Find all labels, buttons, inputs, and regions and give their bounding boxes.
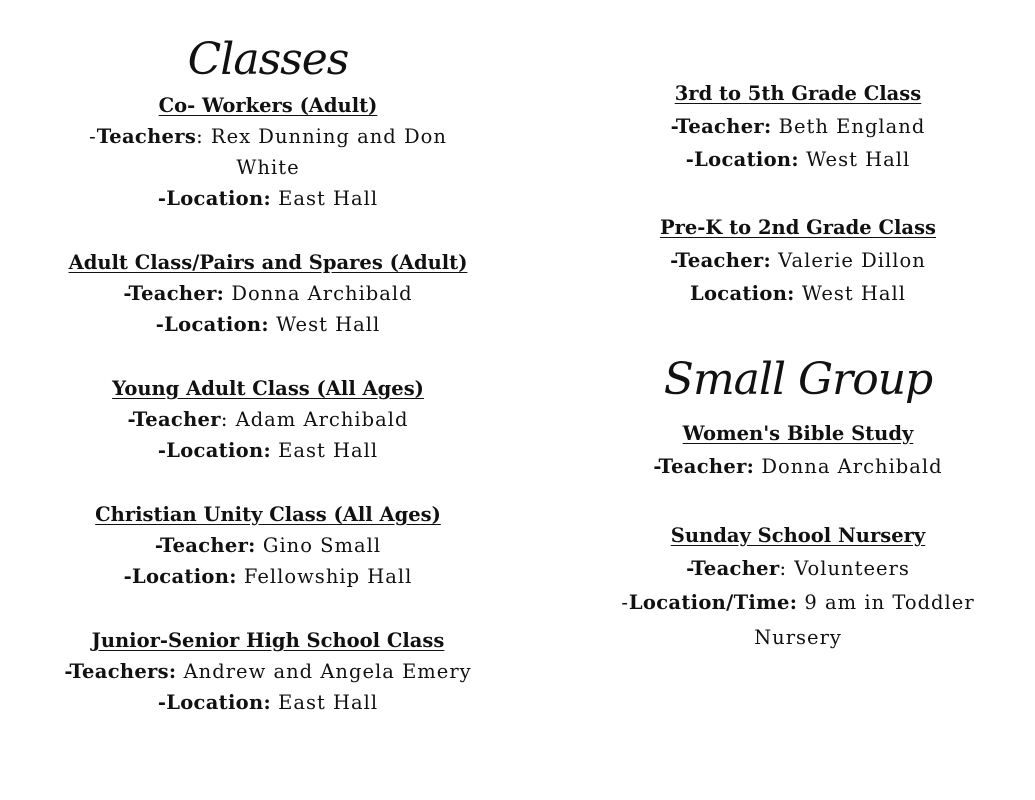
location-line (598, 277, 998, 310)
teacher-value: Donna Archibald (754, 455, 943, 478)
location-line (38, 183, 498, 214)
class-entry-adult-pairs-spares (38, 247, 498, 340)
location-value: West Hall (268, 313, 381, 336)
location-label: -Location: (157, 187, 271, 210)
location-label: Location: (689, 282, 795, 305)
location-label: -Location: (157, 439, 271, 462)
teacher-line (38, 278, 498, 309)
class-title: Sunday School Nursery (670, 524, 926, 547)
location-value: West Hall (798, 148, 911, 171)
teacher-value: : Adam Archibald (220, 408, 409, 431)
teacher-value: Gino Small (255, 534, 382, 557)
location-line (38, 561, 498, 592)
location-label: -Location: (155, 313, 269, 336)
teacher-value: : Volunteers (779, 557, 910, 580)
class-entry-young-adult (38, 373, 498, 466)
location-line (38, 435, 498, 466)
class-title: Pre-K to 2nd Grade Class (659, 216, 937, 239)
location-time-value-continued: Nursery (754, 626, 842, 649)
dash-prefix: - (89, 125, 97, 148)
location-label: -Location: (685, 148, 799, 171)
teacher-label: -Teacher: (670, 115, 772, 138)
teacher-value: Valerie Dillon (770, 249, 926, 272)
teacher-label: -Teacher: (154, 534, 256, 557)
classes-heading: Classes (187, 34, 349, 85)
teacher-label: -Teacher (127, 408, 221, 431)
class-entry-junior-senior-high (38, 625, 498, 718)
teacher-label: -Teacher: (123, 282, 225, 305)
teacher-line (38, 404, 498, 435)
teacher-value: Andrew and Angela Emery (176, 660, 472, 683)
teacher-label: Teachers (96, 125, 197, 148)
class-entry-3rd-5th-grade (598, 77, 998, 176)
location-label: -Location: (157, 691, 271, 714)
class-title: Adult Class/Pairs and Spares (Adult) (68, 251, 468, 274)
class-title: Christian Unity Class (All Ages) (95, 503, 441, 526)
location-value: East Hall (270, 439, 379, 462)
class-entry-christian-unity (38, 499, 498, 592)
teacher-line (598, 110, 998, 143)
teacher-line (598, 552, 998, 585)
teacher-label: -Teacher (686, 557, 780, 580)
group-entry-womens-bible-study (598, 417, 998, 483)
teacher-line (598, 244, 998, 277)
teacher-line (38, 656, 498, 687)
location-value: East Hall (270, 691, 379, 714)
teacher-line (38, 530, 498, 561)
location-value: Fellowship Hall (236, 565, 413, 588)
location-line (598, 143, 998, 176)
teacher-label: -Teacher: (653, 455, 755, 478)
class-entry-co-workers (38, 90, 498, 214)
dash-prefix: - (621, 591, 629, 614)
teacher-value: : Rex Dunning and Don (196, 125, 447, 148)
location-value: West Hall (794, 282, 907, 305)
teacher-line (598, 450, 998, 483)
location-time-value: 9 am in Toddler (797, 591, 975, 614)
class-title: Young Adult Class (All Ages) (112, 377, 424, 400)
group-entry-sunday-school-nursery (598, 519, 998, 655)
teacher-label: -Teacher: (670, 249, 771, 272)
location-label: -Location: (123, 565, 237, 588)
location-line (38, 309, 498, 340)
class-title: 3rd to 5th Grade Class (674, 82, 922, 105)
location-line (38, 687, 498, 718)
class-title: Women's Bible Study (682, 422, 914, 445)
location-value: East Hall (270, 187, 379, 210)
class-title: Junior-Senior High School Class (91, 629, 445, 652)
teacher-value-continued: White (236, 156, 300, 179)
location-time-line (598, 585, 998, 620)
classes-and-small-group-column (598, 77, 998, 655)
teacher-line (38, 121, 498, 152)
teacher-label: -Teachers: (64, 660, 177, 683)
teacher-value: Donna Archibald (224, 282, 413, 305)
small-group-heading: Small Group (663, 354, 933, 405)
classes-column (38, 30, 498, 718)
teacher-value: Beth England (771, 115, 926, 138)
location-time-label: Location/Time: (628, 591, 798, 614)
class-title: Co- Workers (Adult) (158, 94, 378, 117)
class-entry-pre-k-2nd-grade (598, 211, 998, 310)
